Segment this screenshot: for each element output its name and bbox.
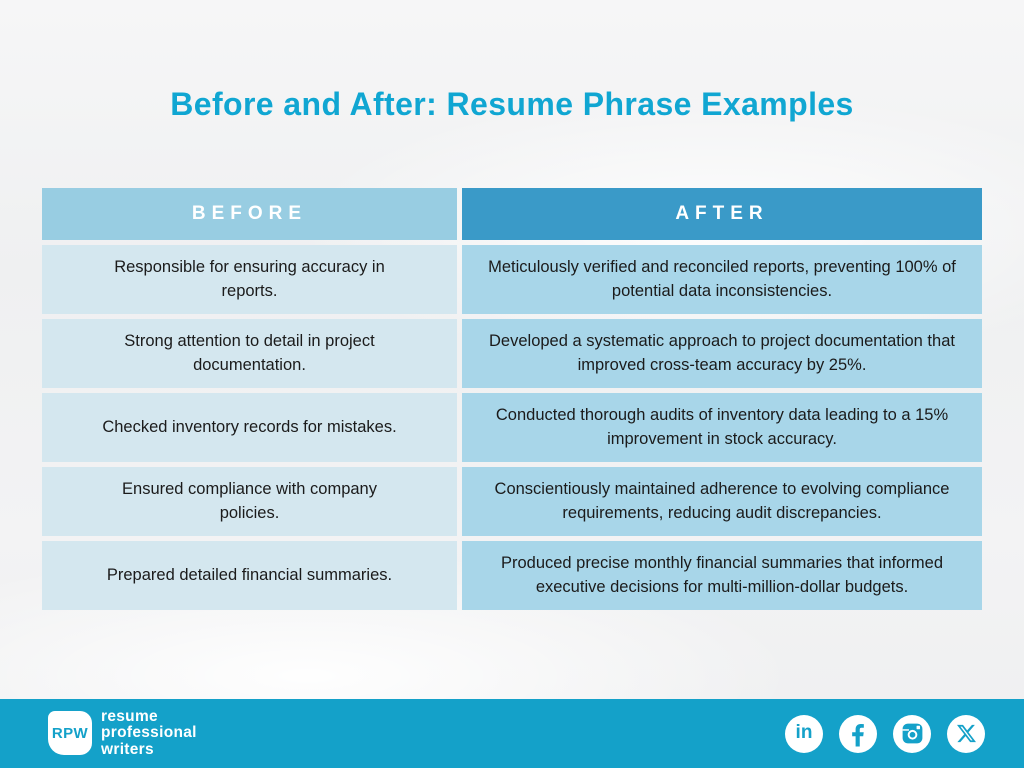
instagram-icon[interactable] [893, 715, 931, 753]
before-cell-row-3: Checked inventory records for mistakes. [42, 393, 457, 462]
instagram-glyph [900, 721, 925, 746]
after-cell-row-5: Produced precise monthly financial summaries that informed executive decisions for multi-million-dollar budgets. [462, 541, 982, 610]
before-cell-row-4: Ensured compliance with company policies. [42, 467, 457, 536]
rpw-logo-text-line2: professional [101, 724, 197, 742]
before-column-header: BEFORE [42, 188, 457, 240]
facebook-glyph [843, 719, 873, 749]
rpw-logo-text-line1: resume [101, 707, 158, 725]
after-cell-row-1: Meticulously verified and reconciled reports, preventing 100% of potential data inconsistencies. [462, 245, 982, 314]
comparison-table [42, 188, 982, 610]
rpw-logo-mark: RPW [48, 711, 92, 755]
x-glyph [957, 724, 976, 743]
after-cell-row-3: Conducted thorough audits of inventory data leading to a 15% improvement in stock accuracy. [462, 393, 982, 462]
before-cell-row-5: Prepared detailed financial summaries. [42, 541, 457, 610]
rpw-logo-text-line3: writers [101, 740, 154, 758]
after-cell-row-4: Conscientiously maintained adherence to evolving compliance requirements, reducing audit discrepancies. [462, 467, 982, 536]
linkedin-icon[interactable] [785, 715, 823, 753]
footer-bar [0, 699, 1024, 768]
x-icon[interactable] [947, 715, 985, 753]
rpw-logo-text [101, 709, 197, 759]
before-cell-row-2: Strong attention to detail in project documentation. [42, 319, 457, 388]
rpw-logo [48, 709, 197, 759]
before-cell-row-1: Responsible for ensuring accuracy in reports. [42, 245, 457, 314]
page-title: Before and After: Resume Phrase Examples [170, 86, 854, 122]
linkedin-glyph: in [795, 722, 813, 743]
after-cell-row-2: Developed a systematic approach to project documentation that improved cross-team accuracy by 25%. [462, 319, 982, 388]
after-column-header: AFTER [462, 188, 982, 240]
social-icons [785, 715, 985, 753]
facebook-icon[interactable] [839, 715, 877, 753]
